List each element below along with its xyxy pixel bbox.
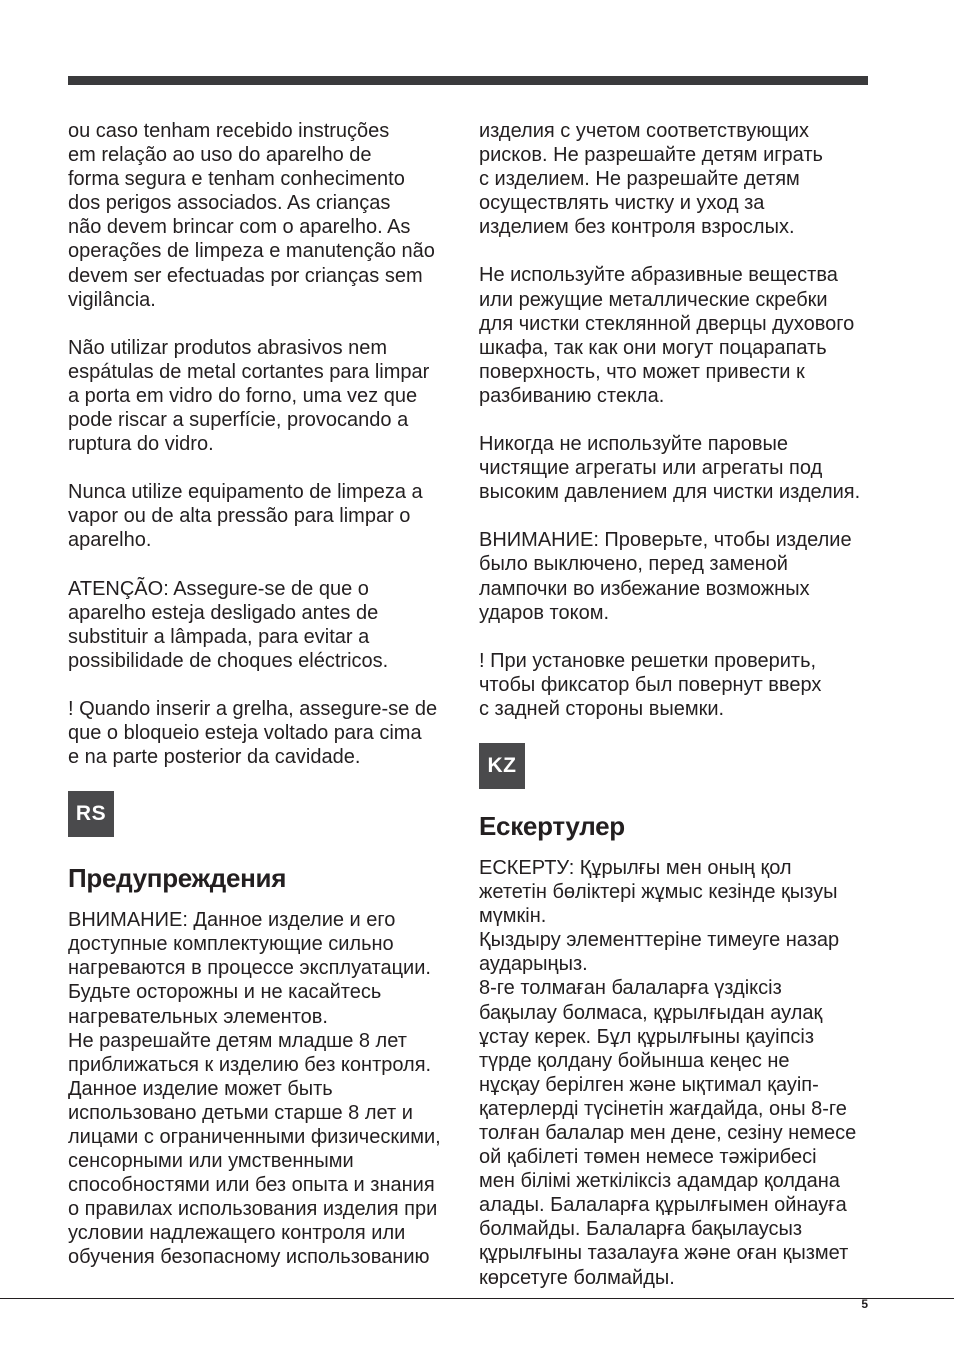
section-title-kz: Ескертулер (479, 810, 625, 841)
pt-paragraph-children: ou caso tenham recebido instruções em relação ao uso do aparelho de forma segura e tenham conhecimento dos perigos associados. As crianças não devem brincar com o aparelho. As operações de limpeza e manutenção não devem ser efectuadas por crianças sem vigilância. (68, 120, 435, 311)
right-column (479, 119, 868, 1290)
rs-paragraph-continued: изделия с учетом соответствующих рисков. Не разрешайте детям играть с изделием. Не разрешайте детям осуществлять чистку и уход за изделием без контроля взрослых. (479, 120, 823, 239)
kz-paragraph-warning: ЕСКЕРТУ: Құрылғы мен оның қол жететін бөліктері жұмыс кезінде қызуы мүмкін. Қыздыру элементтеріне тимеуге назар аударыңыз. 8-ге толмаған балаларға үздіксіз бақылау болмаса, құрылғыдан аулақ ұстау керек. Бұл құрылғыны қауіпсіз түрде қолдану бойынша кеңес не нұсқау берілген және ықтимал қауіп- қатерлерді түсінетін жағдайда, оны 8-ге толған балалар мен дене, сезіну немесе ой қабілеті төмен немесе тәжірибесі мен білімі жеткіліксіз адамдар қолдана алады. Балаларға құрылғымен ойнауға болмайды. Балаларға бақылаусыз құрылғыны тазалауға және оған қызмет көрсетуге болмайды. (479, 856, 857, 1289)
page-number: 5 (861, 1297, 868, 1311)
rs-paragraph-lamp-warning: ВНИМАНИЕ: Проверьте, чтобы изделие было выключено, перед заменой лампочки во избежание возможных ударов током. (479, 529, 852, 624)
language-badge-kz: KZ (479, 743, 525, 789)
pt-paragraph-lamp-warning: ATENÇÃO: Assegure-se de que o aparelho esteja desligado antes de substituir a lâmpada, para evitar a possibilidade de choques eléctricos. (68, 577, 389, 672)
pt-paragraph-abrasives: Não utilizar produtos abrasivos nem espátulas de metal cortantes para limpar a porta em vidro do forno, uma vez que pode riscar a superfície, provocando a ruptura do vidro. (68, 336, 430, 456)
left-column (68, 119, 457, 1270)
rs-paragraph-abrasives: Не используйте абразивные вещества или режущие металлические скребки для чистки стеклянной дверцы духового шкафа, так как они могут поцарапать поверхность, что может привести к разбиванию стекла. (479, 264, 855, 407)
section-title-rs: Предупреждения (68, 863, 287, 894)
rs-paragraph-grill: ! При установке решетки проверить, чтобы фиксатор был повернут вверх с задней стороны выемки. (479, 649, 822, 720)
pt-paragraph-grill: ! Quando inserir a grelha, assegure-se de que o bloqueio esteja voltado para cima e na parte posterior da cavidade. (68, 697, 438, 769)
top-divider-bar (68, 76, 868, 85)
footer-divider (0, 1298, 954, 1299)
rs-paragraph-steam: Никогда не используйте паровые чистящие агрегаты или агрегаты под высоким давлением для чистки изделия. (479, 433, 861, 504)
pt-paragraph-steam: Nunca utilize equipamento de limpeza a vapor ou de alta pressão para limpar o aparelho. (68, 481, 423, 552)
language-badge-rs: RS (68, 791, 114, 837)
rs-paragraph-warning: ВНИМАНИЕ: Данное изделие и его доступные комплектующие сильно нагреваются в процессе эксплуатации. Будьте осторожны и не касайтесь нагревательных элементов. Не разрешайте детям младше 8 лет приближаться к изделию без контроля. Данное изделие может быть использовано детьми старше 8 лет и лицами с ограниченными физическими, сенсорными или умственными способностями или без опыта и знания о правилах использования изделия при условии надлежащего контроля или обучения безопасному использованию (68, 909, 441, 1269)
